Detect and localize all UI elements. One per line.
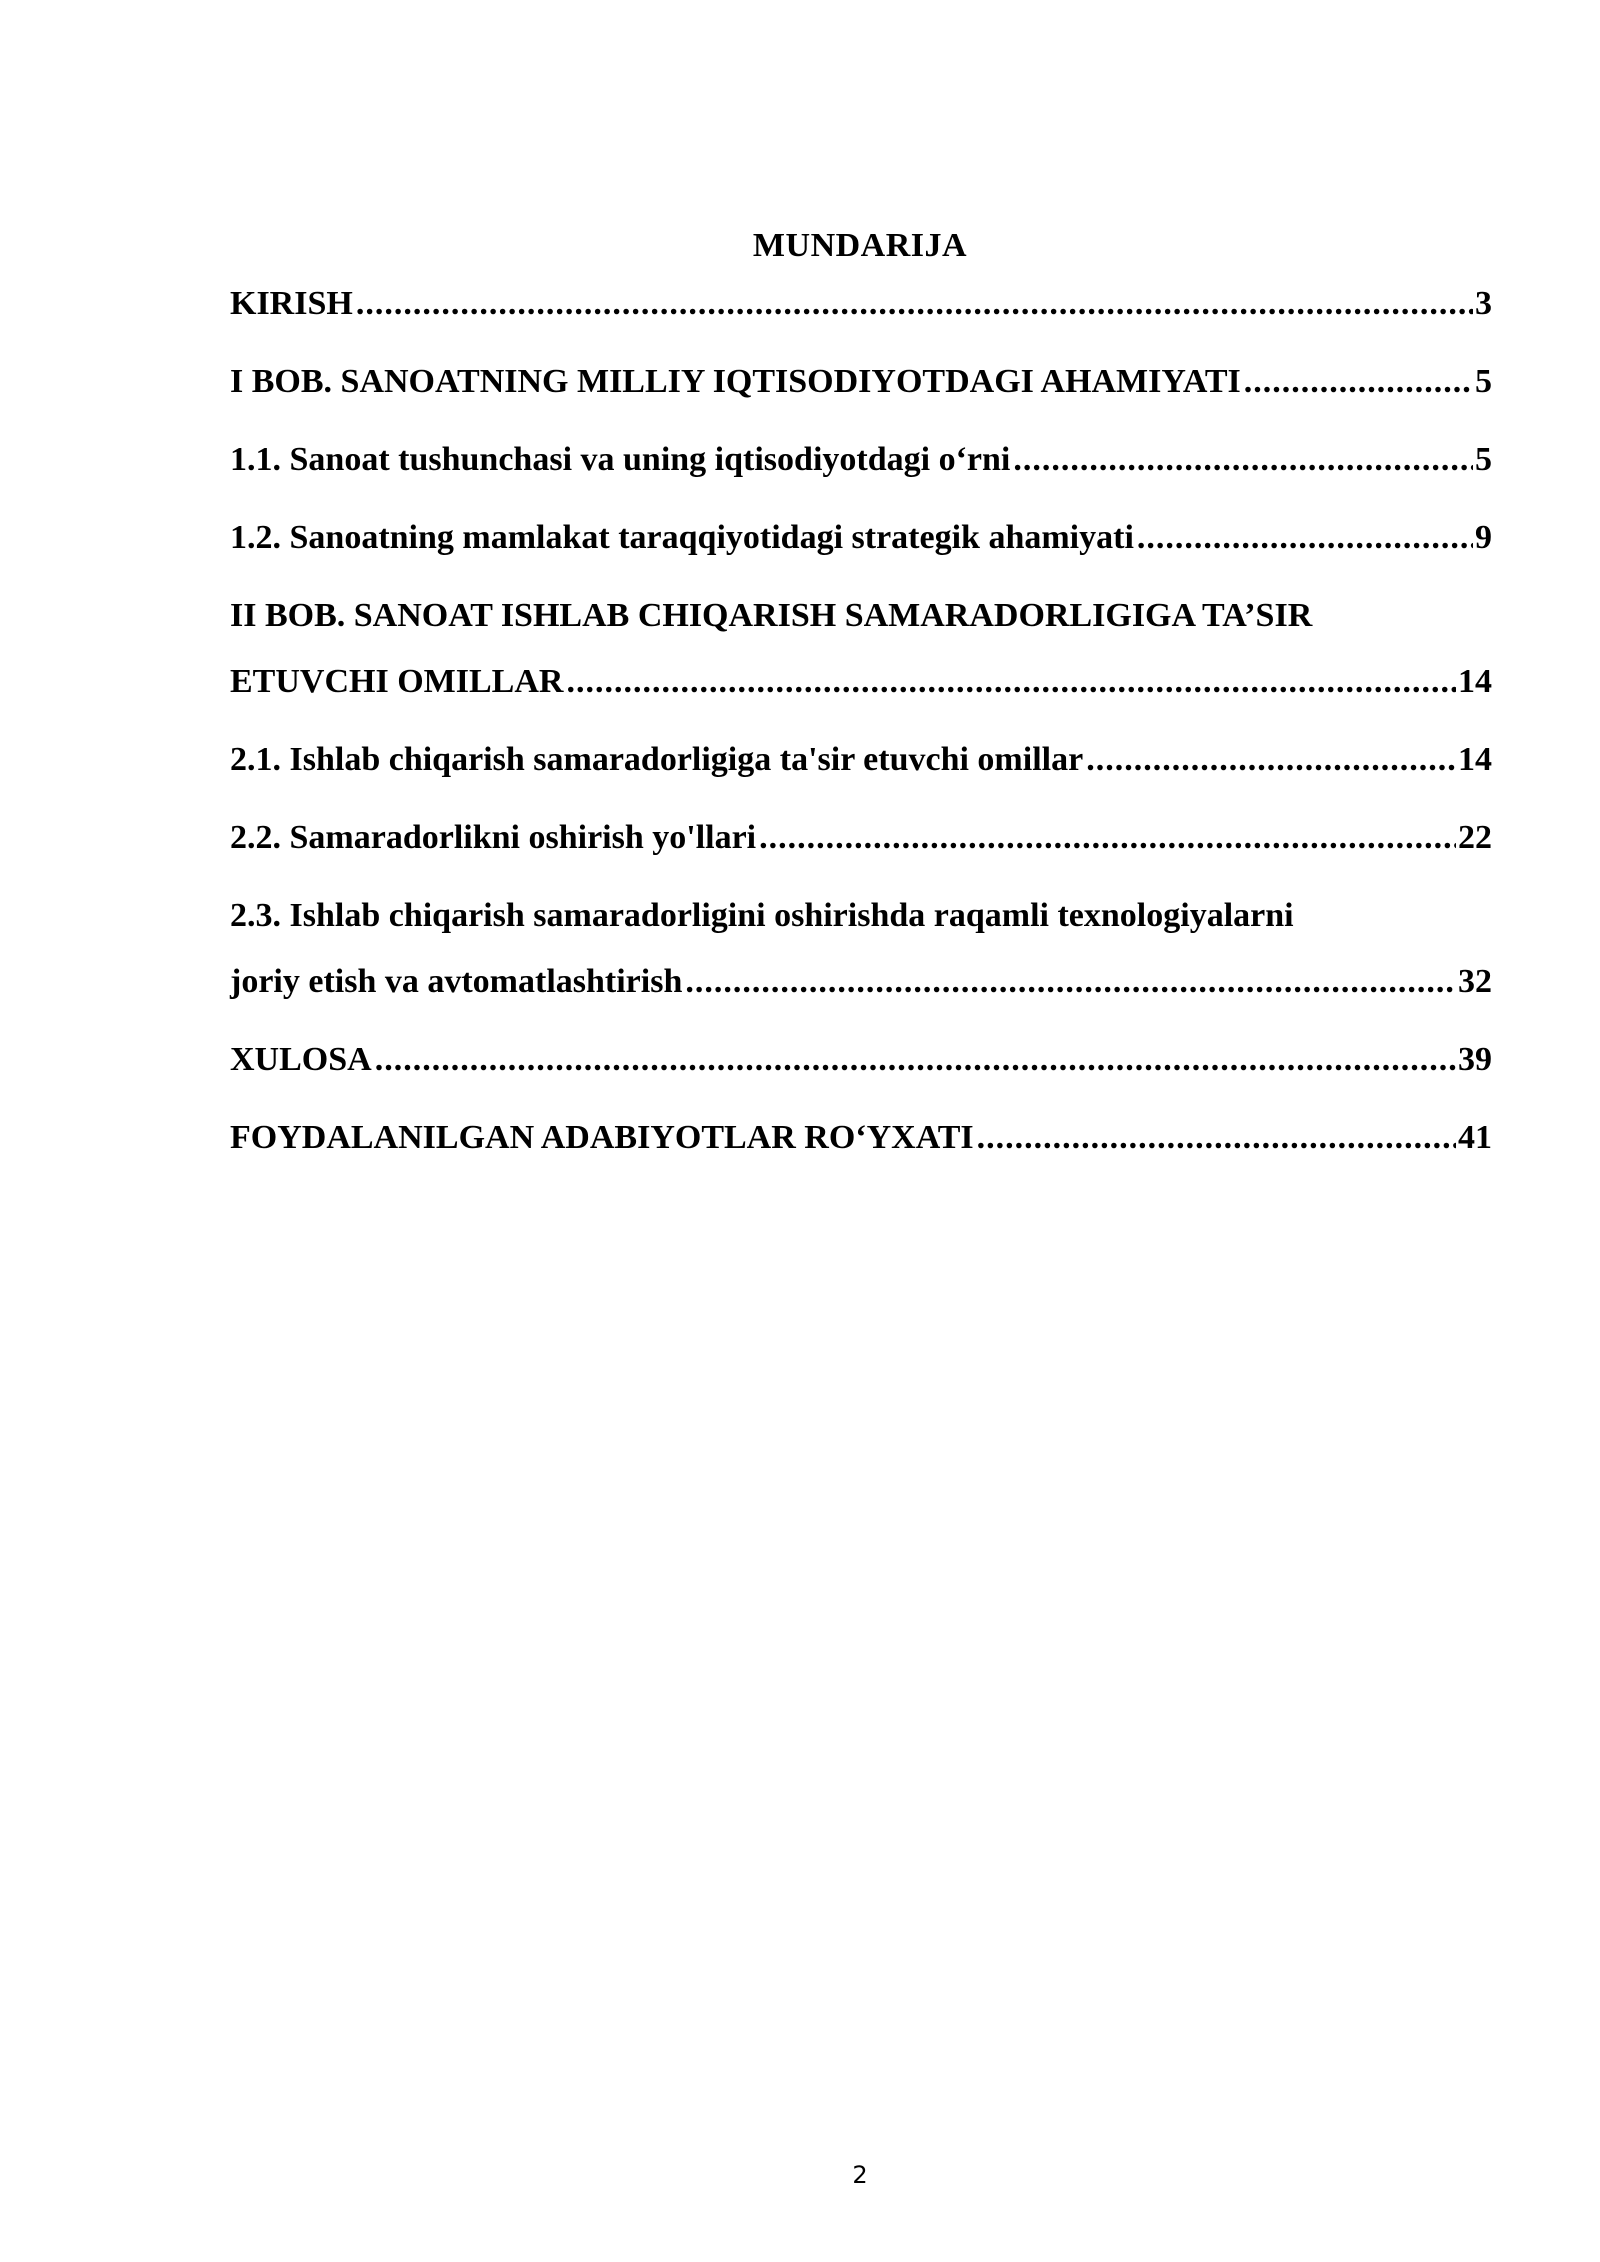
toc-entry-text-first-line: 2.3. Ishlab chiqarish samaradorligini oshirishda raqamli texnologiyalarni <box>230 897 1294 934</box>
toc-entry-text-first-line: II BOB. SANOAT ISHLAB CHIQARISH SAMARADORLIGIGA TA’SIR <box>230 597 1313 634</box>
table-of-contents <box>230 284 1492 1158</box>
toc-entry-page: 14 <box>1458 741 1492 778</box>
dot-leader <box>375 1040 1456 1080</box>
dot-leader <box>977 1118 1456 1158</box>
toc-entry-kirish <box>230 284 1492 324</box>
toc-entry-page: 39 <box>1458 1041 1492 1078</box>
toc-entry-text: joriy etish va avtomatlashtirish <box>230 963 683 1000</box>
toc-entry-section-1-1 <box>230 440 1492 480</box>
toc-entry-section-2-2 <box>230 818 1492 858</box>
toc-entry-page: 5 <box>1475 441 1492 478</box>
dot-leader <box>1013 440 1473 480</box>
toc-entry-section-2-1 <box>230 740 1492 780</box>
toc-entry-page: 32 <box>1458 963 1492 1000</box>
toc-entry-text: ETUVCHI OMILLAR <box>230 663 564 700</box>
toc-entry-text: KIRISH <box>230 285 353 322</box>
toc-entry-page: 5 <box>1475 363 1492 400</box>
toc-entry-page: 9 <box>1475 519 1492 556</box>
dot-leader <box>685 962 1456 1002</box>
toc-title: MUNDARIJA <box>752 227 968 264</box>
dot-leader <box>759 818 1456 858</box>
toc-entry-page: 14 <box>1458 663 1492 700</box>
toc-entry-page: 41 <box>1458 1119 1492 1156</box>
dot-leader <box>1244 362 1473 402</box>
toc-entry-chapter-1 <box>230 362 1492 402</box>
dot-leader <box>566 662 1456 702</box>
toc-entry-chapter-2 <box>230 596 1492 702</box>
toc-entry-text: FOYDALANILGAN ADABIYOTLAR RO‘YXATI <box>230 1119 974 1156</box>
page-number: 2 <box>852 2161 868 2189</box>
toc-entry-xulosa <box>230 1040 1492 1080</box>
dot-leader <box>1137 518 1473 558</box>
toc-entry-page: 22 <box>1458 819 1492 856</box>
toc-entry-text: 1.2. Sanoatning mamlakat taraqqiyotidagi strategik ahamiyati <box>230 519 1134 556</box>
toc-entry-section-2-3 <box>230 896 1492 1002</box>
dot-leader <box>1086 740 1456 780</box>
toc-entry-text: 1.1. Sanoat tushunchasi va uning iqtisodiyotdagi o‘rni <box>230 441 1011 478</box>
toc-entry-text: I BOB. SANOATNING MILLIY IQTISODIYOTDAGI AHAMIYATI <box>230 363 1241 400</box>
toc-entry-section-1-2 <box>230 518 1492 558</box>
toc-entry-text: 2.1. Ishlab chiqarish samaradorligiga ta'sir etuvchi omillar <box>230 741 1084 778</box>
toc-entry-text: 2.2. Samaradorlikni oshirish yo'llari <box>230 819 757 856</box>
toc-entry-page: 3 <box>1475 285 1492 322</box>
toc-entry-references <box>230 1118 1492 1158</box>
toc-entry-text: XULOSA <box>230 1041 372 1078</box>
dot-leader <box>356 284 1473 324</box>
